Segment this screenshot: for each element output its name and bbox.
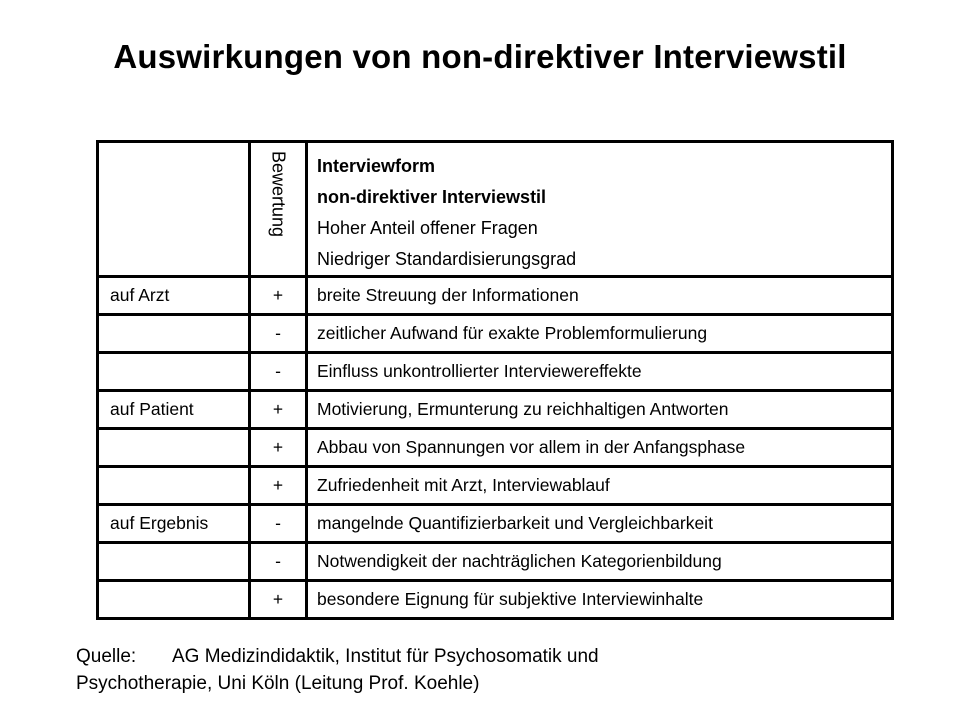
row-description: zeitlicher Aufwand für exakte Problemformulierung [307, 315, 893, 353]
header-line-open-questions: Hoher Anteil offener Fragen [317, 218, 538, 238]
row-description: Notwendigkeit der nachträglichen Kategorienbildung [307, 543, 893, 581]
row-description: breite Streuung der Informationen [307, 277, 893, 315]
header-line-interview-form: Interviewform [317, 156, 436, 176]
header-line-interview-style: non-direktiver Interviewstil [317, 187, 547, 207]
table-row [98, 505, 893, 543]
row-description: Abbau von Spannungen vor allem in der Anfangsphase [307, 429, 893, 467]
table-row [98, 467, 893, 505]
table-row [98, 353, 893, 391]
row-subject: auf Patient [98, 391, 250, 429]
table-row [98, 581, 893, 619]
header-line-standardization: Niedriger Standardisierungsgrad [317, 249, 577, 269]
table-row [98, 277, 893, 315]
table-row [98, 429, 893, 467]
row-subject [98, 353, 250, 391]
row-rating: - [250, 315, 307, 353]
row-subject: auf Ergebnis [98, 505, 250, 543]
source-text-line-1: AG Medizindidaktik, Institut für Psychosomatik und [172, 646, 599, 667]
row-rating: - [250, 543, 307, 581]
row-description: besondere Eignung für subjektive Interviewinhalte [307, 581, 893, 619]
table-header-row [98, 142, 893, 277]
row-rating: + [250, 277, 307, 315]
table-row [98, 391, 893, 429]
row-subject [98, 429, 250, 467]
row-description: Einfluss unkontrollierter Interviewereffekte [307, 353, 893, 391]
table-row [98, 543, 893, 581]
row-subject: auf Arzt [98, 277, 250, 315]
source-note [76, 643, 776, 697]
row-subject [98, 543, 250, 581]
header-empty-cell [98, 142, 250, 277]
row-rating: + [250, 467, 307, 505]
rating-header-cell [250, 142, 307, 277]
source-label: Quelle: [76, 646, 137, 667]
row-description: Motivierung, Ermunterung zu reichhaltigen Antworten [307, 391, 893, 429]
row-rating: + [250, 581, 307, 619]
rating-column-label: Bewertung [268, 151, 289, 238]
row-subject [98, 467, 250, 505]
header-description-cell [307, 142, 893, 277]
source-text-line-2: Psychotherapie, Uni Köln (Leitung Prof. Koehle) [76, 673, 480, 694]
row-rating: - [250, 505, 307, 543]
table-row [98, 315, 893, 353]
source-line-1 [76, 643, 776, 670]
slide-title: Auswirkungen von non-direktiver Interviewstil [113, 38, 847, 75]
row-description: Zufriedenheit mit Arzt, Interviewablauf [307, 467, 893, 505]
row-rating: + [250, 429, 307, 467]
row-subject [98, 581, 250, 619]
row-rating: + [250, 391, 307, 429]
row-rating: - [250, 353, 307, 391]
row-subject [98, 315, 250, 353]
row-description: mangelnde Quantifizierbarkeit und Vergleichbarkeit [307, 505, 893, 543]
effects-table [96, 140, 894, 620]
